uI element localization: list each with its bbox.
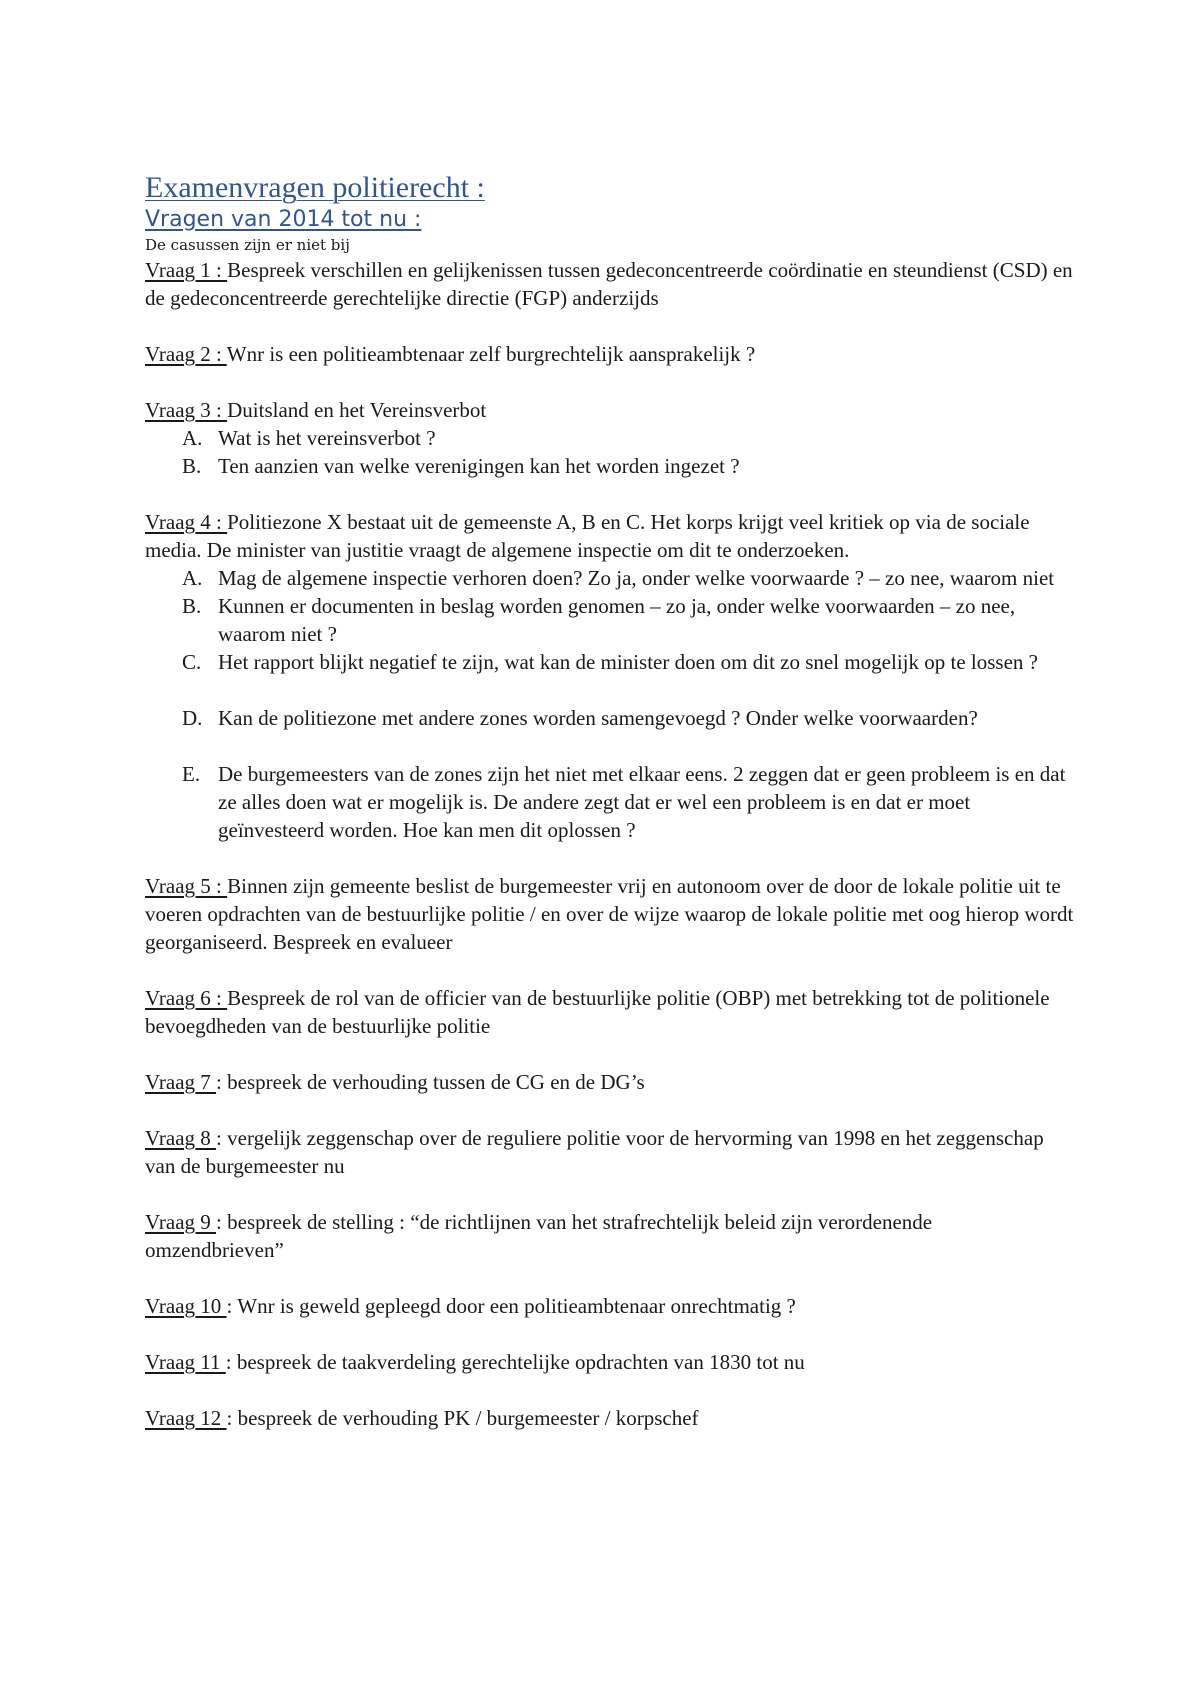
- item-text: De burgemeesters van de zones zijn het niet met elkaar eens. 2 zeggen dat er geen probleem is en dat ze alles doen wat er mogelijk is. De andere zegt dat er wel een probleem is en dat er moet geïnvesteerd worden. Hoe kan men dit oplossen ?: [218, 762, 1066, 842]
- question-12-text: : bespreek de verhouding PK / burgemeester / korpschef: [226, 1406, 699, 1430]
- item-text: Mag de algemene inspectie verhoren doen? Zo ja, onder welke voorwaarde ? – zo nee, waarom niet: [218, 566, 1055, 590]
- question-3: [145, 396, 1075, 424]
- question-11-label: Vraag 11: [145, 1350, 226, 1374]
- question-4-item-a: [145, 564, 1075, 592]
- question-6-text: Bespreek de rol van de officier van de bestuurlijke politie (OBP) met betrekking tot de politionele bevoegdheden van de bestuurlijke politie: [145, 986, 1050, 1038]
- item-text: Het rapport blijkt negatief te zijn, wat kan de minister doen om dit zo snel mogelijk op te lossen ?: [218, 650, 1038, 674]
- question-4-item-b: [145, 592, 1075, 648]
- question-6-label: Vraag 6 :: [145, 986, 228, 1010]
- item-text: Wat is het vereinsverbot ?: [218, 426, 436, 450]
- question-2-label: Vraag 2 :: [145, 342, 227, 366]
- question-3-item-a: [145, 424, 1075, 452]
- question-7-text: : bespreek de verhouding tussen de CG en de DG’s: [216, 1070, 645, 1094]
- document-note: De casussen zijn er niet bij: [145, 236, 350, 254]
- question-4: [145, 508, 1075, 564]
- question-3-label: Vraag 3 :: [145, 398, 228, 422]
- question-2-text: Wnr is een politieambtenaar zelf burgrechtelijk aansprakelijk ?: [226, 342, 756, 366]
- question-4-item-c: [145, 648, 1075, 676]
- item-letter: D.: [182, 706, 203, 730]
- question-8-text: : vergelijk zeggenschap over de reguliere politie voor de hervorming van 1998 en het zeggenschap van de burgemeester nu: [145, 1126, 1044, 1178]
- item-letter: B.: [182, 594, 202, 618]
- question-2: [145, 340, 1075, 368]
- document-body: [145, 170, 1075, 1432]
- question-11-text: : bespreek de taakverdeling gerechtelijke opdrachten van 1830 tot nu: [225, 1350, 805, 1374]
- question-4-label: Vraag 4 :: [145, 510, 228, 534]
- question-11: [145, 1348, 1075, 1376]
- question-4-text: Politiezone X bestaat uit de gemeenste A, B en C. Het korps krijgt veel kritiek op via de sociale media. De minister van justitie vraagt de algemene inspectie om dit te onderzoeken.: [145, 510, 1030, 562]
- question-5: [145, 872, 1075, 956]
- item-letter: A.: [182, 566, 203, 590]
- question-8: [145, 1124, 1075, 1180]
- question-4-item-d: [145, 704, 1075, 732]
- item-letter: B.: [182, 454, 202, 478]
- question-9-text: : bespreek de stelling : “de richtlijnen van het strafrechtelijk beleid zijn verordenende omzendbrieven”: [145, 1210, 933, 1262]
- question-6: [145, 984, 1075, 1040]
- question-4-item-e: [145, 760, 1075, 844]
- question-12: [145, 1404, 1075, 1432]
- item-letter: C.: [182, 650, 202, 674]
- question-10-label: Vraag 10: [145, 1294, 227, 1318]
- question-12-label: Vraag 12: [145, 1406, 227, 1430]
- question-10: [145, 1292, 1075, 1320]
- item-text: Ten aanzien van welke verenigingen kan het worden ingezet ?: [218, 454, 740, 478]
- document-subtitle: Vragen van 2014 tot nu :: [145, 207, 422, 232]
- question-3-item-b: [145, 452, 1075, 480]
- question-1: [145, 256, 1075, 312]
- item-letter: A.: [182, 426, 203, 450]
- question-8-label: Vraag 8: [145, 1126, 217, 1150]
- question-7: [145, 1068, 1075, 1096]
- question-5-text: Binnen zijn gemeente beslist de burgemeester vrij en autonoom over de door de lokale politie uit te voeren opdrachten van de bestuurlijke politie / en over de wijze waarop de lokale politie met oog hierop wordt georganiseerd. Bespreek en evalueer: [145, 874, 1074, 954]
- document-title: Examenvragen politierecht :: [145, 171, 485, 204]
- question-5-label: Vraag 5 :: [145, 874, 228, 898]
- item-letter: E.: [182, 762, 201, 786]
- item-text: Kunnen er documenten in beslag worden genomen – zo ja, onder welke voorwaarden – zo nee, waarom niet ?: [218, 594, 1016, 646]
- question-3-text: Duitsland en het Vereinsverbot: [227, 398, 487, 422]
- question-1-text: Bespreek verschillen en gelijkenissen tussen gedeconcentreerde coördinatie en steundienst (CSD) en de gedeconcentreerde gerechtelijke directie (FGP) anderzijds: [145, 258, 1073, 310]
- question-1-label: Vraag 1 :: [145, 258, 228, 282]
- question-10-text: : Wnr is geweld gepleegd door een politieambtenaar onrechtmatig ?: [226, 1294, 796, 1318]
- question-9-label: Vraag 9: [145, 1210, 217, 1234]
- question-9: [145, 1208, 1075, 1264]
- question-7-label: Vraag 7: [145, 1070, 217, 1094]
- item-text: Kan de politiezone met andere zones worden samengevoegd ? Onder welke voorwaarden?: [218, 706, 978, 730]
